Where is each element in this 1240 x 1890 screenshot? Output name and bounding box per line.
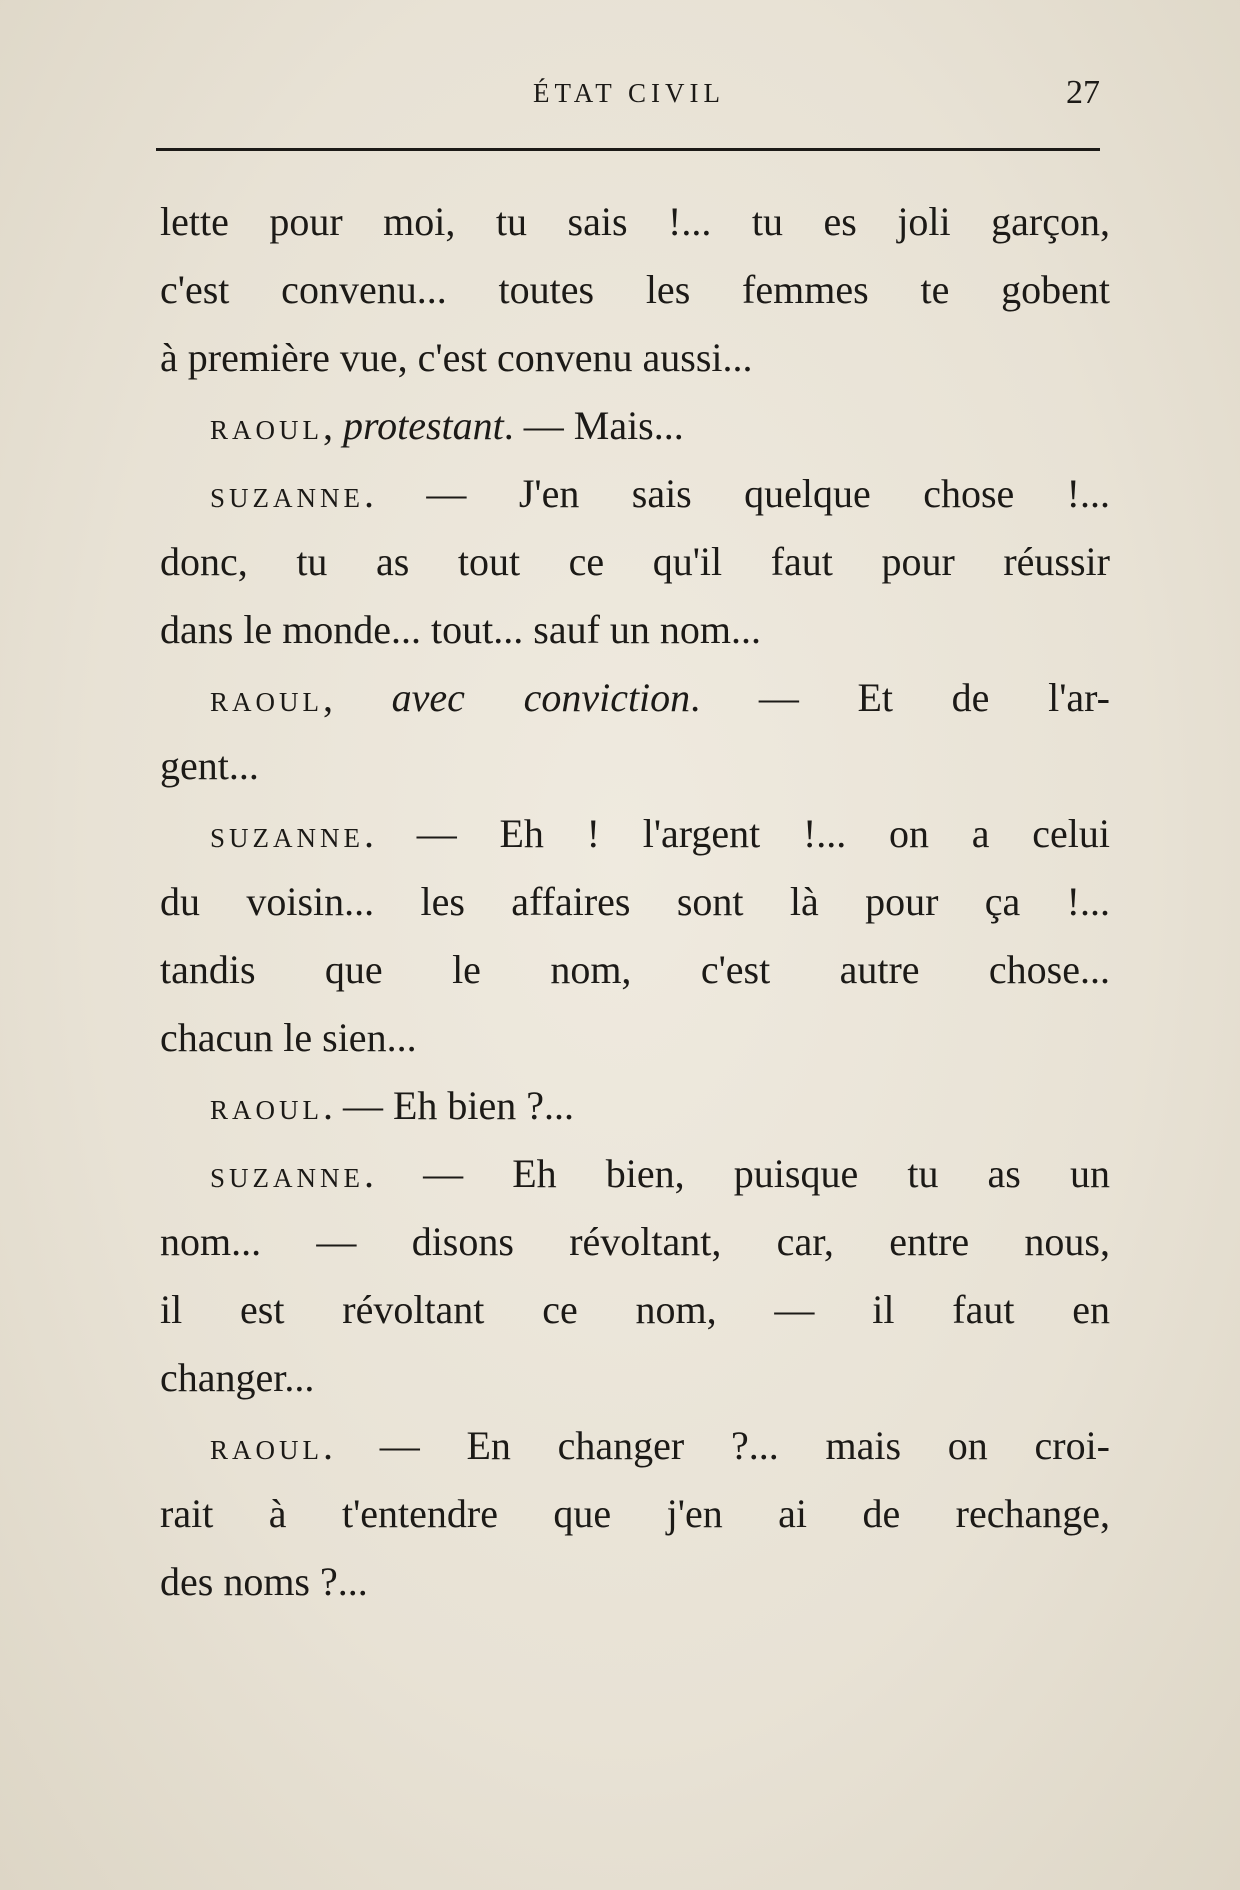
speaker-name: raoul xyxy=(210,406,323,448)
text-line: rait à t'entendre que j'en ai de rechange, xyxy=(160,1491,1110,1536)
speaker-name: raoul xyxy=(210,1086,323,1128)
text-line: chacun le sien... xyxy=(160,1015,417,1060)
text-line: tandis que le nom, c'est autre chose... xyxy=(160,947,1110,992)
text-line: gent... xyxy=(160,743,259,788)
text-line: nom... — disons révoltant, car, entre nous, xyxy=(160,1219,1110,1264)
page-number: 27 xyxy=(1066,74,1100,111)
speaker-name: raoul xyxy=(210,678,323,720)
text-line: il est révoltant ce nom, — il faut en xyxy=(160,1287,1110,1332)
speaker-name: raoul xyxy=(210,1426,323,1468)
text-line: donc, tu as tout ce qu'il faut pour réussir xyxy=(160,539,1110,584)
running-head xyxy=(158,74,1100,118)
dialogue-line: raoul, avec conviction. — Et de l'ar- xyxy=(210,675,1110,720)
text-line: du voisin... les affaires sont là pour ça !... xyxy=(160,879,1110,924)
dialogue-line: suzanne. — Eh ! l'argent !... on a celui xyxy=(210,811,1110,856)
running-title: ÉTAT CIVIL xyxy=(532,78,726,108)
text-line: à première vue, c'est convenu aussi... xyxy=(160,335,753,380)
text-line: c'est convenu... toutes les femmes te gobent xyxy=(160,267,1110,312)
dialogue-line: raoul. — Eh bien ?... xyxy=(210,1083,575,1128)
stage-direction: avec conviction xyxy=(391,675,691,720)
dialogue-line: raoul. — En changer ?... mais on croi- xyxy=(210,1423,1110,1468)
speaker-name: suzanne xyxy=(210,814,364,856)
dialogue-text xyxy=(160,188,1110,1616)
header-rule xyxy=(156,148,1100,151)
stage-direction: protestant xyxy=(343,403,504,448)
text-line: lette pour moi, tu sais !... tu es joli garçon, xyxy=(160,199,1110,244)
text-line: des noms ?... xyxy=(160,1559,368,1604)
dialogue-line: raoul, protestant. — Mais... xyxy=(210,403,684,448)
text-line: changer... xyxy=(160,1355,315,1400)
dialogue-line: suzanne. — Eh bien, puisque tu as un xyxy=(210,1151,1110,1196)
text-line: dans le monde... tout... sauf un nom... xyxy=(160,607,762,652)
speaker-name: suzanne xyxy=(210,474,364,516)
dialogue-line: suzanne. — J'en sais quelque chose !... xyxy=(210,471,1110,516)
speaker-name: suzanne xyxy=(210,1154,364,1196)
